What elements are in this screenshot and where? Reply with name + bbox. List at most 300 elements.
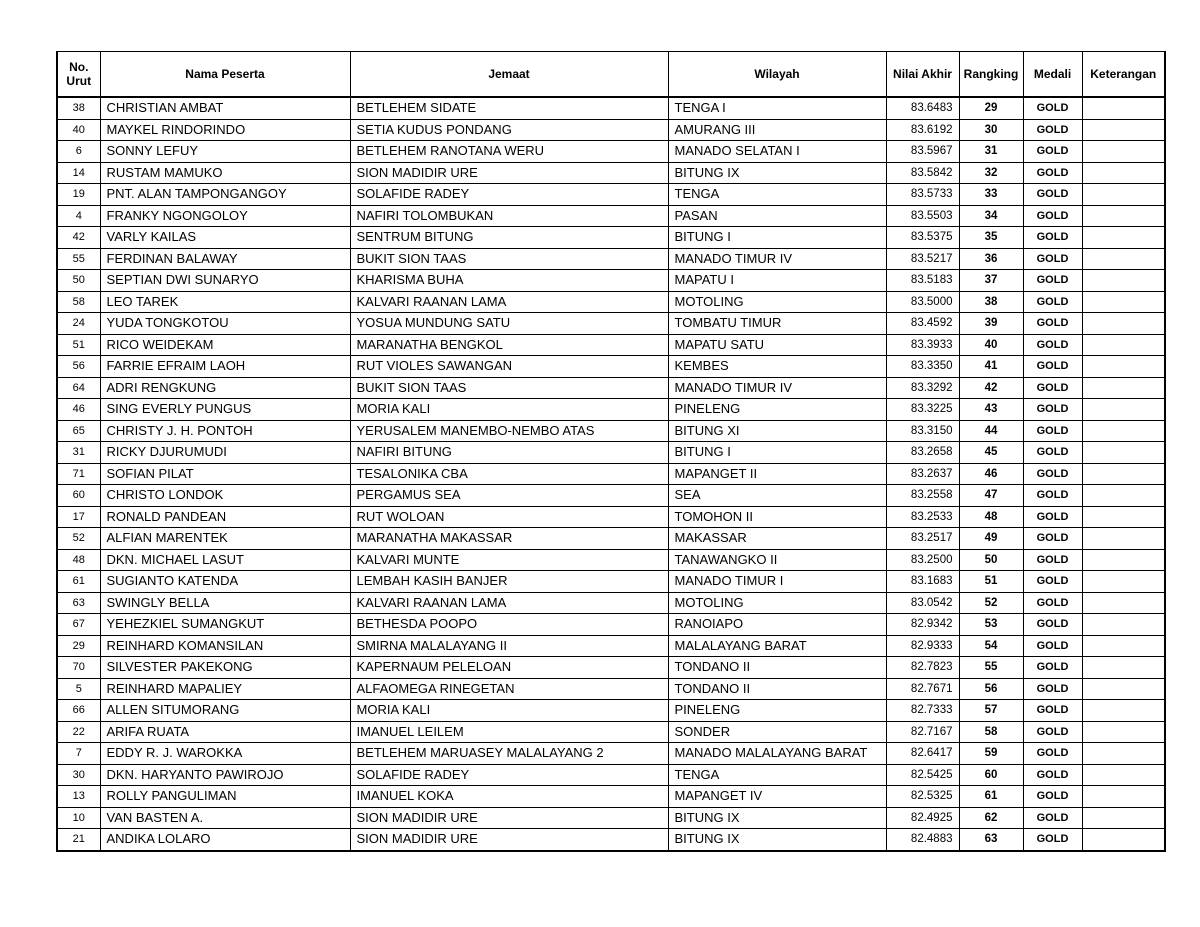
cell-note bbox=[1082, 463, 1165, 485]
cell-rank: 31 bbox=[959, 141, 1023, 163]
cell-final-score: 83.3350 bbox=[886, 356, 959, 378]
cell-no-urut: 50 bbox=[57, 270, 100, 292]
cell-note bbox=[1082, 141, 1165, 163]
cell-region: BITUNG XI bbox=[668, 420, 886, 442]
table-row bbox=[57, 592, 1165, 614]
cell-medal: GOLD bbox=[1023, 549, 1082, 571]
header-rank: Rangking bbox=[959, 52, 1023, 98]
cell-congregation: IMANUEL KOKA bbox=[350, 786, 668, 808]
cell-congregation: MORIA KALI bbox=[350, 399, 668, 421]
cell-note bbox=[1082, 786, 1165, 808]
cell-region: PASAN bbox=[668, 205, 886, 227]
cell-medal: GOLD bbox=[1023, 485, 1082, 507]
cell-participant-name: SWINGLY BELLA bbox=[100, 592, 350, 614]
cell-no-urut: 67 bbox=[57, 614, 100, 636]
cell-no-urut: 61 bbox=[57, 571, 100, 593]
cell-participant-name: ARIFA RUATA bbox=[100, 721, 350, 743]
cell-rank: 62 bbox=[959, 807, 1023, 829]
table-row bbox=[57, 528, 1165, 550]
cell-congregation: MARANATHA BENGKOL bbox=[350, 334, 668, 356]
cell-region: TANAWANGKO II bbox=[668, 549, 886, 571]
cell-no-urut: 38 bbox=[57, 97, 100, 119]
cell-congregation: SETIA KUDUS PONDANG bbox=[350, 119, 668, 141]
cell-region: MANADO MALALAYANG BARAT bbox=[668, 743, 886, 765]
header-row bbox=[57, 52, 1165, 98]
cell-final-score: 83.2517 bbox=[886, 528, 959, 550]
cell-medal: GOLD bbox=[1023, 119, 1082, 141]
table-row bbox=[57, 485, 1165, 507]
cell-region: SEA bbox=[668, 485, 886, 507]
cell-rank: 35 bbox=[959, 227, 1023, 249]
cell-congregation: PERGAMUS SEA bbox=[350, 485, 668, 507]
cell-medal: GOLD bbox=[1023, 227, 1082, 249]
cell-rank: 52 bbox=[959, 592, 1023, 614]
table-row bbox=[57, 721, 1165, 743]
cell-congregation: BUKIT SION TAAS bbox=[350, 377, 668, 399]
cell-note bbox=[1082, 485, 1165, 507]
cell-congregation: TESALONIKA CBA bbox=[350, 463, 668, 485]
cell-no-urut: 42 bbox=[57, 227, 100, 249]
cell-no-urut: 51 bbox=[57, 334, 100, 356]
cell-final-score: 83.3225 bbox=[886, 399, 959, 421]
cell-region: MOTOLING bbox=[668, 291, 886, 313]
cell-no-urut: 22 bbox=[57, 721, 100, 743]
cell-no-urut: 19 bbox=[57, 184, 100, 206]
cell-congregation: RUT WOLOAN bbox=[350, 506, 668, 528]
cell-no-urut: 17 bbox=[57, 506, 100, 528]
cell-no-urut: 13 bbox=[57, 786, 100, 808]
cell-medal: GOLD bbox=[1023, 377, 1082, 399]
cell-rank: 43 bbox=[959, 399, 1023, 421]
cell-no-urut: 10 bbox=[57, 807, 100, 829]
cell-congregation: ALFAOMEGA RINEGETAN bbox=[350, 678, 668, 700]
cell-congregation: SMIRNA MALALAYANG II bbox=[350, 635, 668, 657]
cell-medal: GOLD bbox=[1023, 528, 1082, 550]
cell-note bbox=[1082, 119, 1165, 141]
cell-congregation: RUT VIOLES SAWANGAN bbox=[350, 356, 668, 378]
cell-participant-name: DKN. HARYANTO PAWIROJO bbox=[100, 764, 350, 786]
cell-participant-name: VARLY KAILAS bbox=[100, 227, 350, 249]
cell-final-score: 83.6192 bbox=[886, 119, 959, 141]
cell-rank: 57 bbox=[959, 700, 1023, 722]
cell-no-urut: 65 bbox=[57, 420, 100, 442]
cell-no-urut: 56 bbox=[57, 356, 100, 378]
cell-participant-name: RICKY DJURUMUDI bbox=[100, 442, 350, 464]
cell-medal: GOLD bbox=[1023, 334, 1082, 356]
cell-participant-name: RUSTAM MAMUKO bbox=[100, 162, 350, 184]
cell-no-urut: 64 bbox=[57, 377, 100, 399]
cell-participant-name: YEHEZKIEL SUMANGKUT bbox=[100, 614, 350, 636]
table-row bbox=[57, 442, 1165, 464]
cell-note bbox=[1082, 313, 1165, 335]
table-row bbox=[57, 162, 1165, 184]
cell-final-score: 83.5967 bbox=[886, 141, 959, 163]
table-row bbox=[57, 141, 1165, 163]
table-row bbox=[57, 807, 1165, 829]
cell-final-score: 82.9342 bbox=[886, 614, 959, 636]
cell-region: PINELENG bbox=[668, 700, 886, 722]
cell-participant-name: SOFIAN PILAT bbox=[100, 463, 350, 485]
cell-final-score: 83.5503 bbox=[886, 205, 959, 227]
cell-congregation: KALVARI MUNTE bbox=[350, 549, 668, 571]
cell-medal: GOLD bbox=[1023, 420, 1082, 442]
cell-rank: 33 bbox=[959, 184, 1023, 206]
cell-region: MAPANGET II bbox=[668, 463, 886, 485]
cell-participant-name: DKN. MICHAEL LASUT bbox=[100, 549, 350, 571]
cell-rank: 59 bbox=[959, 743, 1023, 765]
cell-medal: GOLD bbox=[1023, 442, 1082, 464]
cell-medal: GOLD bbox=[1023, 700, 1082, 722]
cell-final-score: 83.2658 bbox=[886, 442, 959, 464]
cell-rank: 56 bbox=[959, 678, 1023, 700]
cell-note bbox=[1082, 205, 1165, 227]
cell-region: MAPATU I bbox=[668, 270, 886, 292]
cell-rank: 45 bbox=[959, 442, 1023, 464]
header-no-line2: Urut bbox=[66, 74, 92, 88]
cell-medal: GOLD bbox=[1023, 592, 1082, 614]
cell-congregation: BETHESDA POOPO bbox=[350, 614, 668, 636]
cell-no-urut: 58 bbox=[57, 291, 100, 313]
table-row bbox=[57, 786, 1165, 808]
table-row bbox=[57, 506, 1165, 528]
cell-no-urut: 7 bbox=[57, 743, 100, 765]
header-no-line1: No. bbox=[69, 60, 89, 74]
cell-final-score: 83.5733 bbox=[886, 184, 959, 206]
cell-medal: GOLD bbox=[1023, 184, 1082, 206]
cell-rank: 51 bbox=[959, 571, 1023, 593]
cell-no-urut: 70 bbox=[57, 657, 100, 679]
cell-region: TENGA bbox=[668, 184, 886, 206]
cell-rank: 41 bbox=[959, 356, 1023, 378]
cell-participant-name: ADRI RENGKUNG bbox=[100, 377, 350, 399]
cell-region: TOMBATU TIMUR bbox=[668, 313, 886, 335]
cell-final-score: 83.5842 bbox=[886, 162, 959, 184]
table-row bbox=[57, 291, 1165, 313]
header-congregation: Jemaat bbox=[350, 52, 668, 98]
cell-region: RANOIAPO bbox=[668, 614, 886, 636]
table-body bbox=[57, 97, 1165, 851]
cell-medal: GOLD bbox=[1023, 291, 1082, 313]
cell-medal: GOLD bbox=[1023, 270, 1082, 292]
cell-rank: 47 bbox=[959, 485, 1023, 507]
cell-congregation: NAFIRI BITUNG bbox=[350, 442, 668, 464]
cell-medal: GOLD bbox=[1023, 786, 1082, 808]
table-row bbox=[57, 420, 1165, 442]
cell-medal: GOLD bbox=[1023, 657, 1082, 679]
cell-final-score: 83.0542 bbox=[886, 592, 959, 614]
table-row bbox=[57, 635, 1165, 657]
table-row bbox=[57, 270, 1165, 292]
cell-final-score: 83.6483 bbox=[886, 97, 959, 119]
table-row bbox=[57, 463, 1165, 485]
cell-note bbox=[1082, 420, 1165, 442]
cell-final-score: 82.4925 bbox=[886, 807, 959, 829]
cell-final-score: 82.7167 bbox=[886, 721, 959, 743]
table-row bbox=[57, 97, 1165, 119]
cell-rank: 44 bbox=[959, 420, 1023, 442]
cell-congregation: MARANATHA MAKASSAR bbox=[350, 528, 668, 550]
cell-note bbox=[1082, 227, 1165, 249]
cell-participant-name: SING EVERLY PUNGUS bbox=[100, 399, 350, 421]
cell-no-urut: 29 bbox=[57, 635, 100, 657]
cell-note bbox=[1082, 399, 1165, 421]
table-row bbox=[57, 700, 1165, 722]
cell-note bbox=[1082, 270, 1165, 292]
cell-congregation: SOLAFIDE RADEY bbox=[350, 764, 668, 786]
cell-congregation: SENTRUM BITUNG bbox=[350, 227, 668, 249]
cell-region: TOMOHON II bbox=[668, 506, 886, 528]
cell-congregation: SION MADIDIR URE bbox=[350, 162, 668, 184]
cell-participant-name: SEPTIAN DWI SUNARYO bbox=[100, 270, 350, 292]
cell-congregation: BETLEHEM SIDATE bbox=[350, 97, 668, 119]
cell-region: AMURANG III bbox=[668, 119, 886, 141]
cell-region: MANADO TIMUR I bbox=[668, 571, 886, 593]
cell-participant-name: RONALD PANDEAN bbox=[100, 506, 350, 528]
cell-participant-name: ALFIAN MARENTEK bbox=[100, 528, 350, 550]
cell-note bbox=[1082, 743, 1165, 765]
cell-medal: GOLD bbox=[1023, 635, 1082, 657]
cell-no-urut: 66 bbox=[57, 700, 100, 722]
cell-participant-name: RICO WEIDEKAM bbox=[100, 334, 350, 356]
cell-rank: 61 bbox=[959, 786, 1023, 808]
cell-congregation: SION MADIDIR URE bbox=[350, 829, 668, 851]
cell-note bbox=[1082, 635, 1165, 657]
cell-region: MOTOLING bbox=[668, 592, 886, 614]
cell-no-urut: 60 bbox=[57, 485, 100, 507]
cell-note bbox=[1082, 614, 1165, 636]
cell-final-score: 83.5217 bbox=[886, 248, 959, 270]
table-row bbox=[57, 119, 1165, 141]
cell-final-score: 82.7671 bbox=[886, 678, 959, 700]
cell-congregation: LEMBAH KASIH BANJER bbox=[350, 571, 668, 593]
cell-note bbox=[1082, 248, 1165, 270]
cell-final-score: 83.2533 bbox=[886, 506, 959, 528]
cell-note bbox=[1082, 721, 1165, 743]
cell-note bbox=[1082, 657, 1165, 679]
cell-note bbox=[1082, 356, 1165, 378]
cell-region: MANADO TIMUR IV bbox=[668, 248, 886, 270]
cell-congregation: SION MADIDIR URE bbox=[350, 807, 668, 829]
cell-medal: GOLD bbox=[1023, 614, 1082, 636]
cell-region: SONDER bbox=[668, 721, 886, 743]
cell-congregation: BUKIT SION TAAS bbox=[350, 248, 668, 270]
cell-medal: GOLD bbox=[1023, 356, 1082, 378]
cell-congregation: NAFIRI TOLOMBUKAN bbox=[350, 205, 668, 227]
cell-region: MANADO SELATAN I bbox=[668, 141, 886, 163]
cell-region: TENGA I bbox=[668, 97, 886, 119]
cell-participant-name: SUGIANTO KATENDA bbox=[100, 571, 350, 593]
cell-note bbox=[1082, 829, 1165, 851]
cell-region: BITUNG I bbox=[668, 442, 886, 464]
cell-no-urut: 71 bbox=[57, 463, 100, 485]
cell-participant-name: PNT. ALAN TAMPONGANGOY bbox=[100, 184, 350, 206]
cell-congregation: MORIA KALI bbox=[350, 700, 668, 722]
cell-region: BITUNG I bbox=[668, 227, 886, 249]
cell-final-score: 83.3933 bbox=[886, 334, 959, 356]
cell-rank: 40 bbox=[959, 334, 1023, 356]
cell-rank: 38 bbox=[959, 291, 1023, 313]
cell-congregation: SOLAFIDE RADEY bbox=[350, 184, 668, 206]
cell-final-score: 83.5000 bbox=[886, 291, 959, 313]
cell-medal: GOLD bbox=[1023, 248, 1082, 270]
table-header bbox=[57, 52, 1165, 98]
cell-final-score: 83.3292 bbox=[886, 377, 959, 399]
cell-medal: GOLD bbox=[1023, 571, 1082, 593]
cell-region: MALALAYANG BARAT bbox=[668, 635, 886, 657]
cell-note bbox=[1082, 184, 1165, 206]
cell-congregation: IMANUEL LEILEM bbox=[350, 721, 668, 743]
cell-note bbox=[1082, 97, 1165, 119]
table-row bbox=[57, 377, 1165, 399]
cell-participant-name: SONNY LEFUY bbox=[100, 141, 350, 163]
cell-participant-name: FERDINAN BALAWAY bbox=[100, 248, 350, 270]
cell-medal: GOLD bbox=[1023, 205, 1082, 227]
cell-region: BITUNG IX bbox=[668, 829, 886, 851]
table-row bbox=[57, 657, 1165, 679]
cell-final-score: 83.4592 bbox=[886, 313, 959, 335]
cell-rank: 34 bbox=[959, 205, 1023, 227]
cell-no-urut: 21 bbox=[57, 829, 100, 851]
cell-rank: 63 bbox=[959, 829, 1023, 851]
cell-medal: GOLD bbox=[1023, 807, 1082, 829]
cell-region: BITUNG IX bbox=[668, 162, 886, 184]
cell-final-score: 83.5183 bbox=[886, 270, 959, 292]
cell-final-score: 83.2558 bbox=[886, 485, 959, 507]
table-row bbox=[57, 227, 1165, 249]
cell-final-score: 82.4883 bbox=[886, 829, 959, 851]
cell-rank: 60 bbox=[959, 764, 1023, 786]
cell-congregation: BETLEHEM RANOTANA WERU bbox=[350, 141, 668, 163]
cell-participant-name: LEO TAREK bbox=[100, 291, 350, 313]
cell-medal: GOLD bbox=[1023, 506, 1082, 528]
cell-note bbox=[1082, 506, 1165, 528]
cell-no-urut: 40 bbox=[57, 119, 100, 141]
cell-note bbox=[1082, 592, 1165, 614]
cell-region: BITUNG IX bbox=[668, 807, 886, 829]
cell-rank: 48 bbox=[959, 506, 1023, 528]
cell-participant-name: ANDIKA LOLARO bbox=[100, 829, 350, 851]
cell-region: MAPATU SATU bbox=[668, 334, 886, 356]
cell-note bbox=[1082, 162, 1165, 184]
cell-no-urut: 55 bbox=[57, 248, 100, 270]
table-row bbox=[57, 764, 1165, 786]
cell-note bbox=[1082, 377, 1165, 399]
cell-medal: GOLD bbox=[1023, 399, 1082, 421]
cell-final-score: 83.3150 bbox=[886, 420, 959, 442]
cell-no-urut: 46 bbox=[57, 399, 100, 421]
cell-region: TENGA bbox=[668, 764, 886, 786]
cell-final-score: 83.1683 bbox=[886, 571, 959, 593]
cell-congregation: BETLEHEM MARUASEY MALALAYANG 2 bbox=[350, 743, 668, 765]
cell-note bbox=[1082, 807, 1165, 829]
cell-note bbox=[1082, 678, 1165, 700]
cell-note bbox=[1082, 334, 1165, 356]
table-row bbox=[57, 571, 1165, 593]
cell-medal: GOLD bbox=[1023, 764, 1082, 786]
cell-no-urut: 4 bbox=[57, 205, 100, 227]
cell-medal: GOLD bbox=[1023, 678, 1082, 700]
cell-final-score: 83.5375 bbox=[886, 227, 959, 249]
cell-rank: 50 bbox=[959, 549, 1023, 571]
table-row bbox=[57, 334, 1165, 356]
cell-rank: 49 bbox=[959, 528, 1023, 550]
cell-note bbox=[1082, 700, 1165, 722]
cell-rank: 46 bbox=[959, 463, 1023, 485]
cell-participant-name: SILVESTER PAKEKONG bbox=[100, 657, 350, 679]
cell-final-score: 82.5325 bbox=[886, 786, 959, 808]
cell-rank: 53 bbox=[959, 614, 1023, 636]
table-row bbox=[57, 399, 1165, 421]
cell-rank: 58 bbox=[959, 721, 1023, 743]
cell-congregation: KAPERNAUM PELELOAN bbox=[350, 657, 668, 679]
cell-rank: 36 bbox=[959, 248, 1023, 270]
cell-participant-name: CHRISTIAN AMBAT bbox=[100, 97, 350, 119]
cell-no-urut: 31 bbox=[57, 442, 100, 464]
cell-final-score: 82.9333 bbox=[886, 635, 959, 657]
cell-congregation: KALVARI RAANAN LAMA bbox=[350, 592, 668, 614]
cell-participant-name: VAN BASTEN A. bbox=[100, 807, 350, 829]
cell-no-urut: 5 bbox=[57, 678, 100, 700]
cell-rank: 42 bbox=[959, 377, 1023, 399]
cell-congregation: KHARISMA BUHA bbox=[350, 270, 668, 292]
cell-region: MANADO TIMUR IV bbox=[668, 377, 886, 399]
header-region: Wilayah bbox=[668, 52, 886, 98]
cell-medal: GOLD bbox=[1023, 463, 1082, 485]
cell-no-urut: 24 bbox=[57, 313, 100, 335]
cell-note bbox=[1082, 442, 1165, 464]
header-note: Keterangan bbox=[1082, 52, 1165, 98]
cell-rank: 30 bbox=[959, 119, 1023, 141]
cell-rank: 32 bbox=[959, 162, 1023, 184]
cell-participant-name: CHRISTY J. H. PONTOH bbox=[100, 420, 350, 442]
cell-note bbox=[1082, 291, 1165, 313]
cell-medal: GOLD bbox=[1023, 141, 1082, 163]
cell-rank: 54 bbox=[959, 635, 1023, 657]
table-row bbox=[57, 549, 1165, 571]
cell-no-urut: 6 bbox=[57, 141, 100, 163]
cell-no-urut: 30 bbox=[57, 764, 100, 786]
cell-participant-name: ROLLY PANGULIMAN bbox=[100, 786, 350, 808]
cell-rank: 37 bbox=[959, 270, 1023, 292]
table-row bbox=[57, 743, 1165, 765]
table-row bbox=[57, 248, 1165, 270]
table-row bbox=[57, 678, 1165, 700]
table-row bbox=[57, 205, 1165, 227]
header-no-urut bbox=[57, 52, 100, 98]
cell-participant-name: YUDA TONGKOTOU bbox=[100, 313, 350, 335]
cell-medal: GOLD bbox=[1023, 313, 1082, 335]
table-row bbox=[57, 356, 1165, 378]
cell-medal: GOLD bbox=[1023, 743, 1082, 765]
cell-participant-name: FARRIE EFRAIM LAOH bbox=[100, 356, 350, 378]
cell-region: TONDANO II bbox=[668, 678, 886, 700]
cell-no-urut: 52 bbox=[57, 528, 100, 550]
table-row bbox=[57, 829, 1165, 851]
cell-note bbox=[1082, 549, 1165, 571]
cell-congregation: KALVARI RAANAN LAMA bbox=[350, 291, 668, 313]
table-row bbox=[57, 614, 1165, 636]
cell-region: KEMBES bbox=[668, 356, 886, 378]
cell-region: MAKASSAR bbox=[668, 528, 886, 550]
cell-participant-name: MAYKEL RINDORINDO bbox=[100, 119, 350, 141]
cell-rank: 29 bbox=[959, 97, 1023, 119]
cell-no-urut: 63 bbox=[57, 592, 100, 614]
cell-rank: 39 bbox=[959, 313, 1023, 335]
cell-final-score: 82.5425 bbox=[886, 764, 959, 786]
cell-final-score: 82.6417 bbox=[886, 743, 959, 765]
cell-note bbox=[1082, 528, 1165, 550]
results-table bbox=[56, 51, 1166, 852]
